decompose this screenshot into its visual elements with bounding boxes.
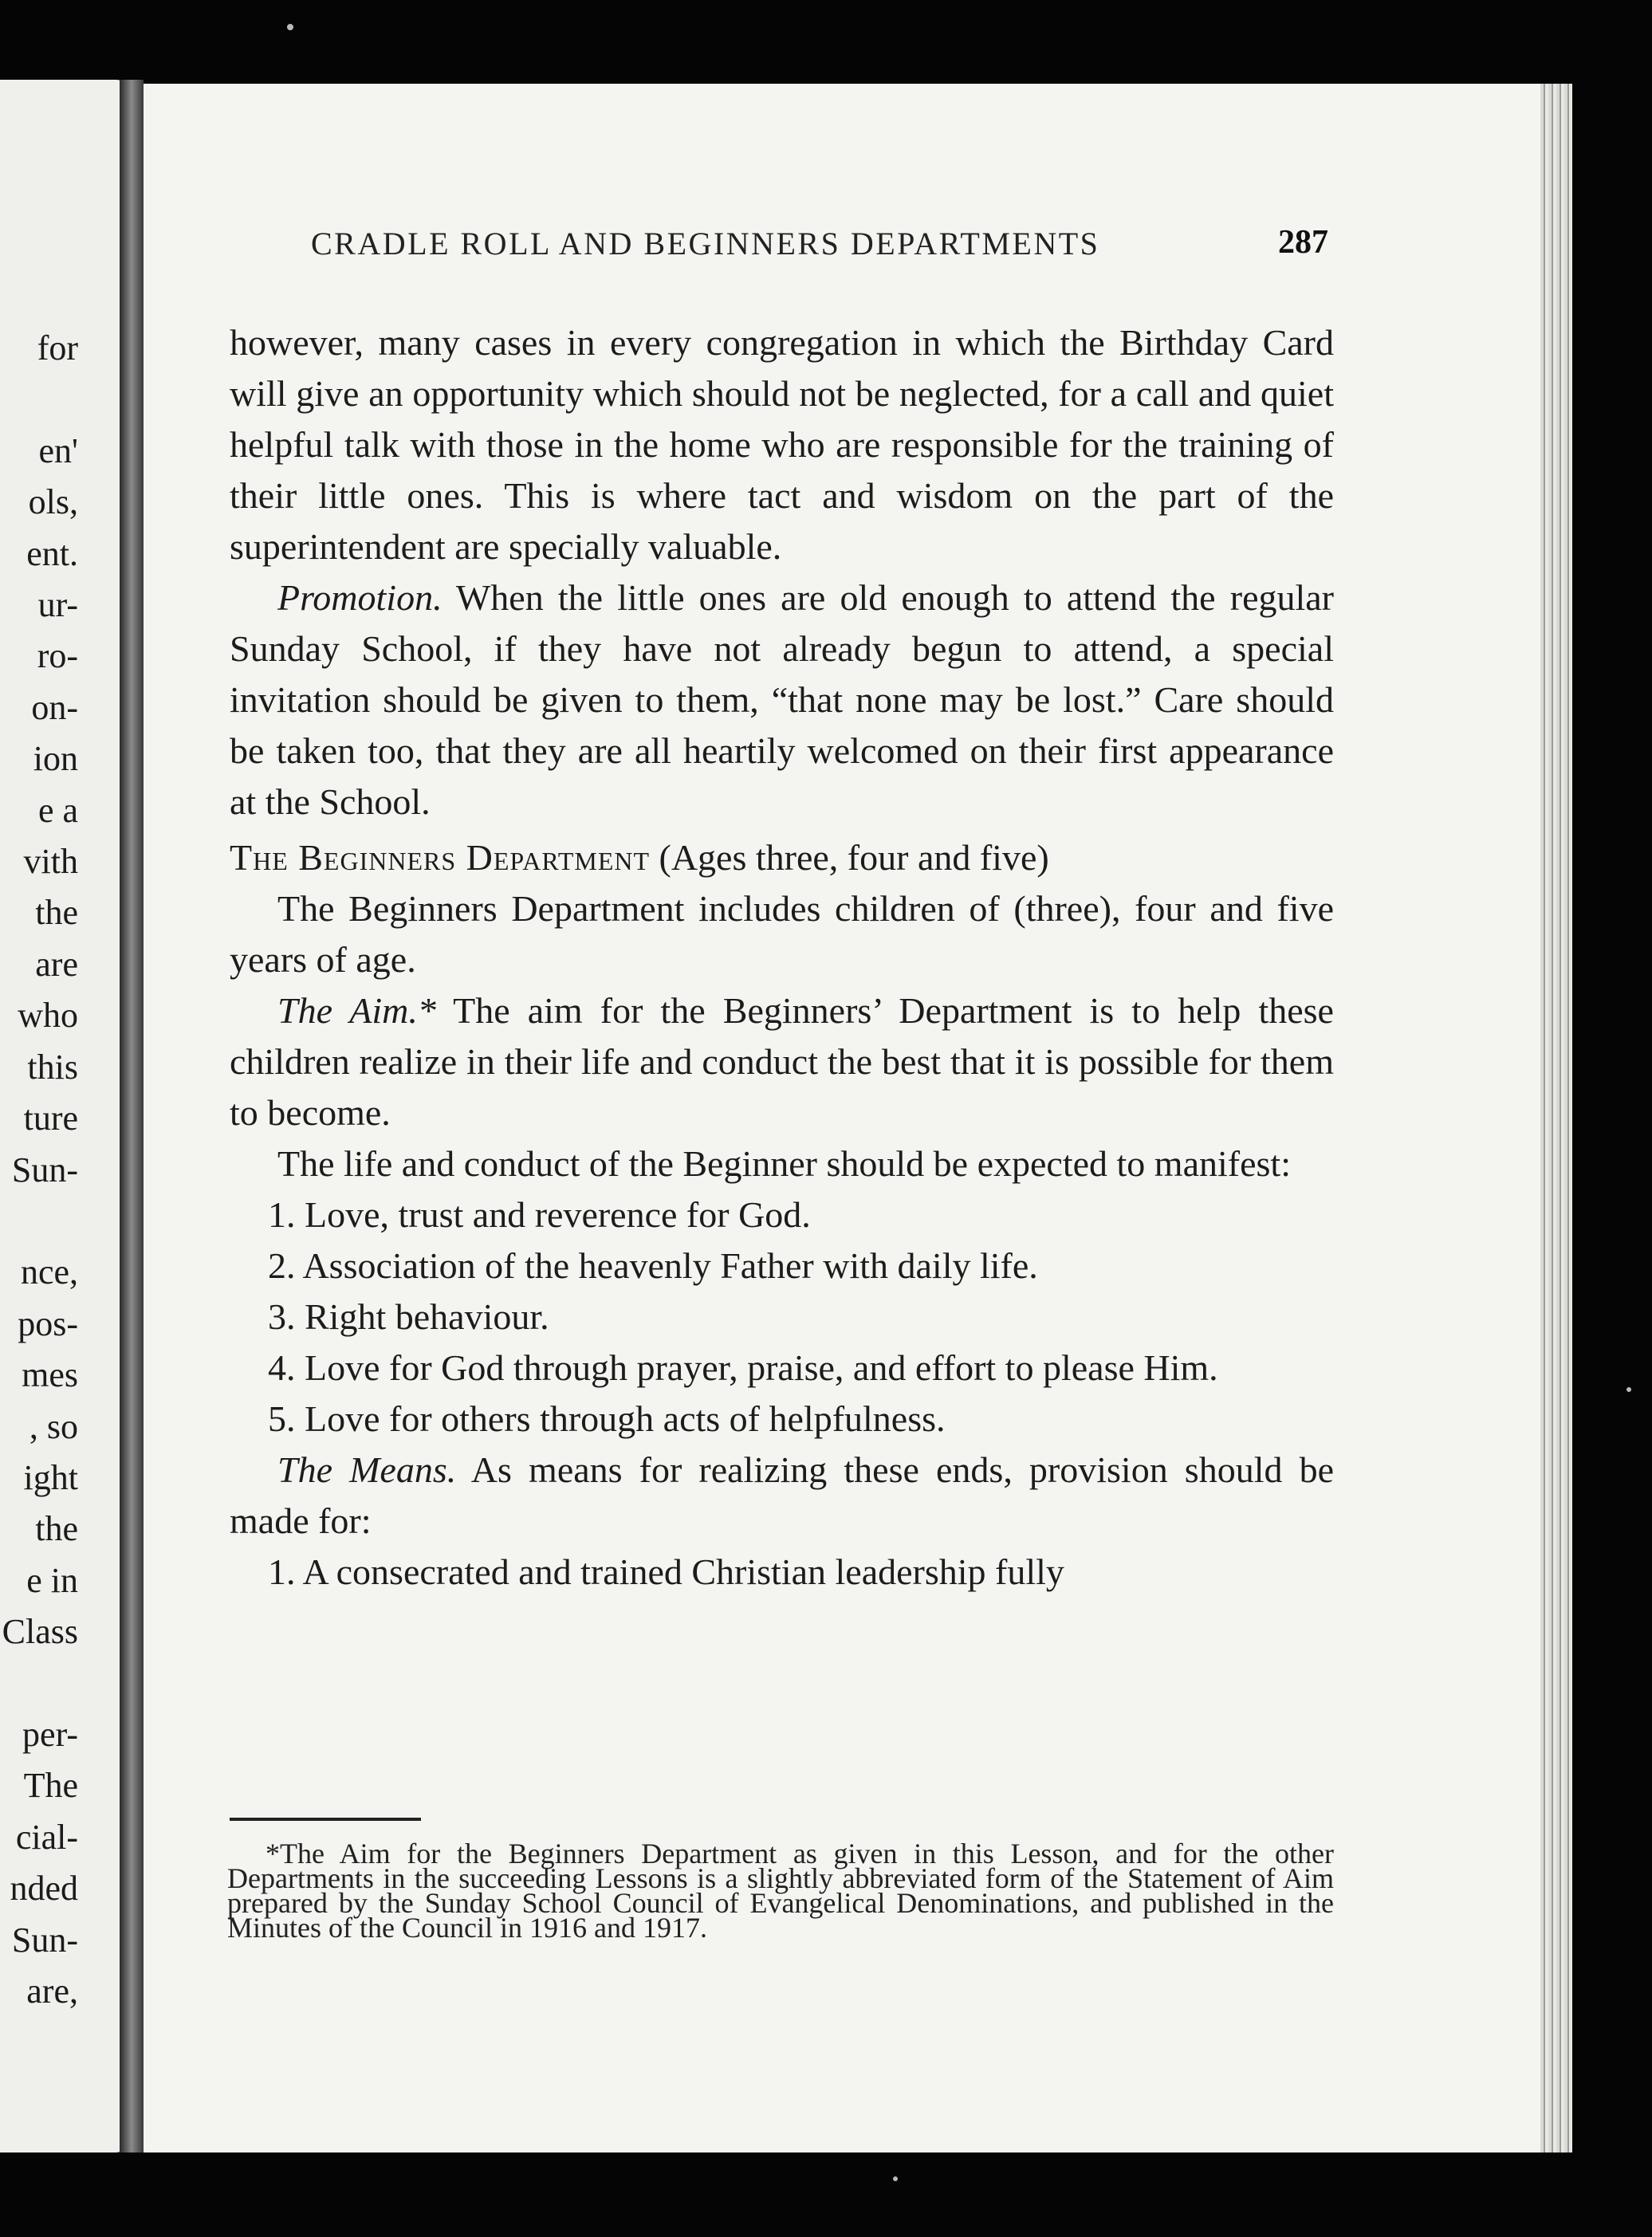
aim-label: The Aim.* [277,990,436,1031]
left-fragment-line: ent. [26,533,78,573]
running-header: CRADLE ROLL AND BEGINNERS DEPARTMENTS [311,226,1100,261]
means-label: The Means. [277,1449,457,1490]
left-fragment-line [2,374,78,425]
footnote [227,1838,1334,1944]
page-edges [1540,84,1572,2152]
left-fragment-line: cial- [15,1817,78,1857]
means-text: As means for realizing these ends, provision should be made for: [230,1449,1335,1541]
left-fragment-line: ight [23,1457,78,1497]
aims-list [230,1189,1334,1445]
section-heading-ages: (Ages three, four and five) [650,837,1049,878]
promotion-text: When the little ones are old enough to attend the regular Sunday School, if they have not already begun to attend, a special invitation should be given to them, “that none may be lost.” Care should be taken too, that they are all heartily welcomed on their first appearance at the School. [230,577,1334,822]
left-fragment-line: who [18,996,78,1036]
left-fragment-line: ur- [37,585,78,625]
aim-list-item: 3. Right behaviour. [268,1296,549,1337]
left-fragment-line: ion [33,739,78,779]
left-fragment-line: ture [23,1099,78,1138]
left-fragment-line: Sun- [11,1150,78,1189]
paragraph-aim [230,985,1334,1138]
aim-list-item: 5. Love for others through acts of helpfulness. [268,1398,946,1439]
left-fragment-line: the [35,893,78,933]
left-fragment-line [2,1196,78,1247]
promotion-label: Promotion. [277,577,442,618]
left-fragment-line: ols, [28,482,78,522]
left-fragment-line: this [27,1047,78,1087]
aim-list-item: 2. Association of the heavenly Father with daily life. [268,1245,1038,1286]
speck [893,2176,898,2181]
left-fragment-line: are, [26,1972,78,2011]
paragraph-life-conduct: The life and conduct of the Beginner should be expected to manifest: [277,1143,1291,1184]
left-fragment-line: for [37,328,78,368]
aim-text: The aim for the Beginners’ Department is to help these children realize in their life and conduct the best that it is possible for them to become. [230,990,1334,1133]
left-fragment-line: on- [31,687,78,727]
paragraph-includes: The Beginners Department includes children of (three), four and five years of age. [230,888,1334,980]
left-page-text-fragments [2,323,78,2017]
left-fragment-line: are [35,944,78,984]
aim-list-item: 4. Love for God through prayer, praise, and effort to please Him. [268,1347,1218,1388]
left-fragment-line: nce, [20,1252,78,1292]
footnote-text: *The Aim for the Beginners Department as given in this Lesson, and for the other Departments in the succeeding Lessons is a slightly abbreviated form of the Statement of Aim prepared by the Sunday School Council of Evangelical Denominations, and published in the Minutes of the Council in 1916 and 1917. [227,1838,1334,1944]
main-text [230,317,1334,1598]
speck [287,24,293,30]
left-fragment-line: the [35,1509,78,1549]
left-fragment-line [2,1658,78,1709]
left-fragment-line: e a [37,790,78,830]
paragraph-means [230,1445,1334,1547]
left-fragment-line: per- [22,1714,78,1754]
footnote-rule [230,1818,421,1821]
left-fragment-line: en' [38,430,78,470]
speck [1626,1387,1631,1392]
left-fragment-line: pos- [18,1303,78,1343]
left-fragment-line: nded [10,1869,78,1909]
section-heading-title: The Beginners Department [230,837,651,878]
page-number: 287 [1278,224,1328,261]
paragraph-birthday-card: however, many cases in every congregation in which the Birthday Card will give an opportunity which should not be neglected, for a call and quiet helpful talk with those in the home who are responsible for the training of their little ones. This is where tact and wisdom on the part of the superintendent are specially valuable. [230,322,1334,567]
book-gutter [120,80,144,2152]
left-fragment-line: Class [2,1612,78,1652]
left-fragment-line: e in [26,1560,78,1600]
left-fragment-line: , so [29,1406,78,1446]
left-page [0,80,128,2152]
left-fragment-line: ro- [37,636,78,676]
left-fragment-line: Sun- [11,1920,78,1960]
left-fragment-line: mes [22,1355,78,1395]
left-fragment-line: vith [23,842,78,882]
left-fragment-line: The [23,1766,78,1806]
means-item-1: 1. A consecrated and trained Christian leadership fully [268,1551,1064,1592]
section-heading [230,832,1334,883]
aim-list-item: 1. Love, trust and reverence for God. [268,1194,811,1235]
paragraph-promotion [230,572,1334,828]
